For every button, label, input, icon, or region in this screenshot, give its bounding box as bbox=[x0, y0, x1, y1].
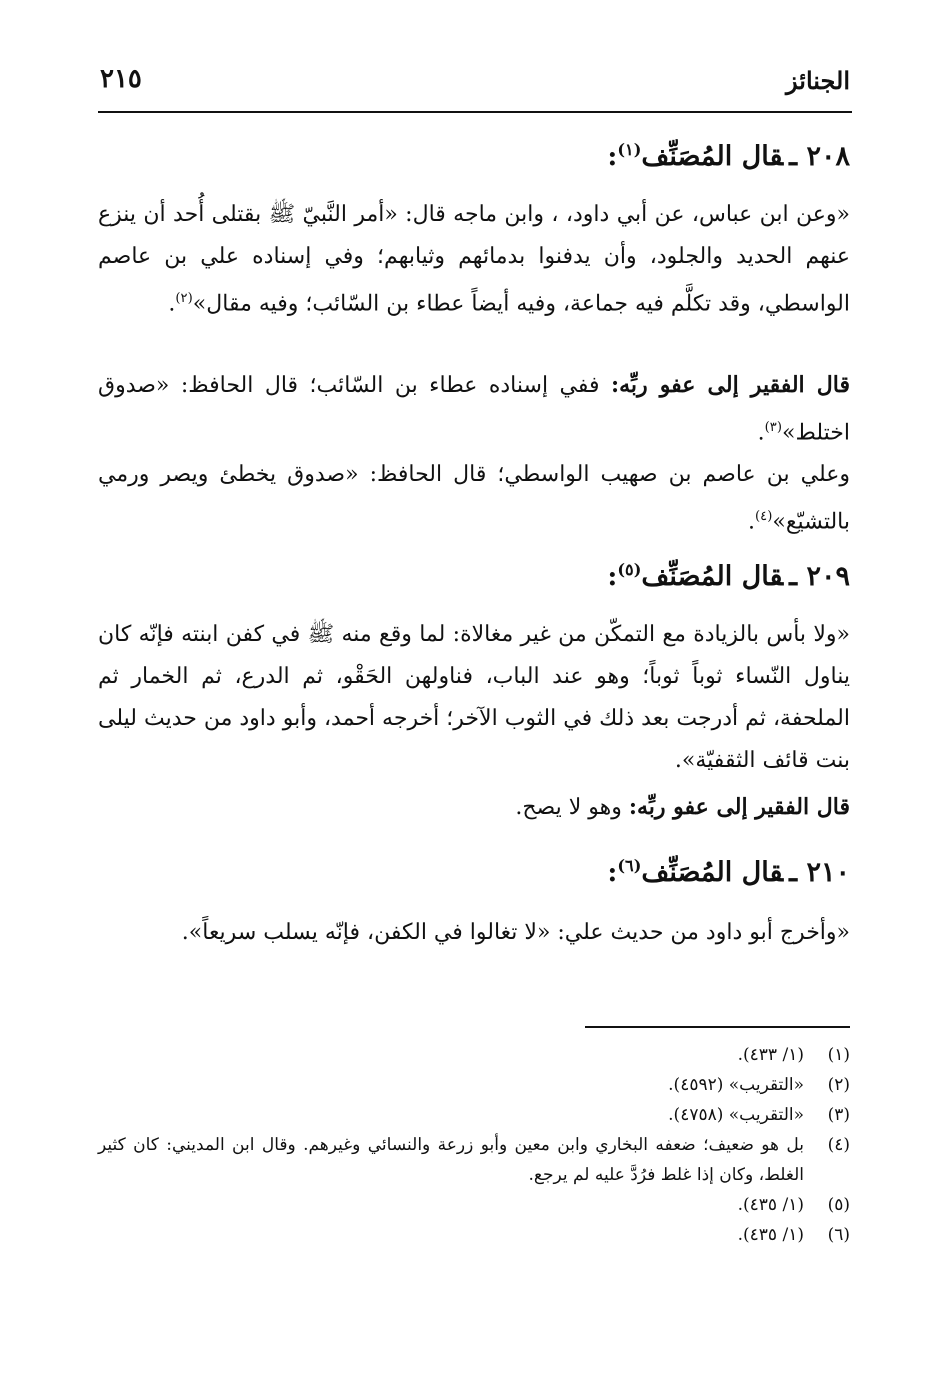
footnotes bbox=[98, 1040, 850, 1250]
section-title: قال المُصَنِّف bbox=[641, 561, 784, 592]
section-title: قال المُصَنِّف bbox=[641, 857, 784, 888]
footnote-text: بل هو ضعيف؛ ضعفه البخاري وابن معين وأبو زرعة والنسائي وغيرهم. وقال ابن المديني: كان كثير الغلط، وكان إذا غلط فرُدَّ عليه لم يرجع. bbox=[98, 1135, 805, 1185]
footnote-mark: (٦) bbox=[617, 856, 642, 875]
section-heading: ٢٠٨ ـقال المُصَنِّف$^{(١)}$: bbox=[607, 140, 850, 172]
footnote-rule bbox=[585, 1026, 850, 1028]
footnote bbox=[98, 1100, 850, 1130]
bold-lead: قال الفقير إلى عفو ربِّه: bbox=[610, 372, 850, 398]
paragraph: قال الفقير إلى عفو ربِّه: ففي إسناده عطاء بن السّائب؛ قال الحافظ: «صدوق اختلط»$^{(٣)}$. bbox=[98, 372, 850, 446]
footnote-text: «التقريب» (٤٧٥٨). bbox=[668, 1105, 804, 1125]
footnote-number: (٤) bbox=[827, 1135, 850, 1155]
footnote-text: (١/ ٤٣٣). bbox=[737, 1045, 804, 1065]
footnote bbox=[98, 1190, 850, 1220]
footnote bbox=[98, 1130, 850, 1190]
footnote bbox=[98, 1220, 850, 1250]
paragraph: «ولا بأس بالزيادة مع التمكّن من غير مغالاة: لما وقع منه ﷺ في كفن ابنته فإنّه كان يناول النّساء ثوباً ثوباً؛ وهو عند الباب، فناولهن الحَقْو، ثم الدرع، ثم الخمار ثم الملحفة، ثم أدرجت بعد ذلك في الثوب الآخر؛ أخرجه أحمد، وأبو داود من حديث ليلى بنت قائف الثقفيّة». bbox=[98, 622, 850, 773]
footnote-mark: (١) bbox=[617, 140, 642, 159]
header-rule bbox=[98, 111, 852, 113]
footnote bbox=[98, 1040, 850, 1070]
footnote-mark: (٥) bbox=[617, 560, 642, 579]
section-heading: ٢٠٩ ـقال المُصَنِّف$^{(٥)}$: bbox=[607, 560, 850, 592]
footnote-mark: (٤) bbox=[754, 509, 773, 524]
section-heading: ٢١٠ ـقال المُصَنِّف$^{(٦)}$: bbox=[607, 856, 850, 888]
running-header-chapter: الجنائز bbox=[786, 66, 850, 95]
paragraph: قال الفقير إلى عفو ربِّه: وهو لا يصح. bbox=[515, 794, 850, 820]
paragraph: وعلي بن عاصم بن صهيب الواسطي؛ قال الحافظ: «صدوق يخطئ ويصر ورمي بالتشيّع»$^{(٤)}$. bbox=[98, 462, 850, 535]
footnote-text: «التقريب» (٤٥٩٢). bbox=[668, 1075, 804, 1095]
footnote-mark: (٣) bbox=[764, 420, 783, 435]
footnote-number: (٢) bbox=[827, 1075, 850, 1095]
footnote-number: (٥) bbox=[827, 1195, 850, 1215]
section-number: ٢٠٩ ـ bbox=[789, 561, 850, 592]
section-number: ٢١٠ ـ bbox=[789, 857, 850, 888]
footnote-number: (١) bbox=[827, 1045, 850, 1065]
section-number: ٢٠٨ ـ bbox=[789, 141, 850, 172]
footnote-mark: (٢) bbox=[175, 291, 193, 306]
page-number: ٢١٥ bbox=[100, 64, 142, 94]
footnote-text: (١/ ٤٣٥). bbox=[737, 1225, 804, 1245]
bold-lead: قال الفقير إلى عفو ربِّه: bbox=[628, 794, 850, 820]
footnote-text: (١/ ٤٣٥). bbox=[737, 1195, 804, 1215]
footnote bbox=[98, 1070, 850, 1100]
paragraph: «وعن ابن عباس، عن أبي داود، ، وابن ماجه قال: «أمر النَّبيّ ﷺ بقتلى أُحد أن ينزع عنهم الحديد والجلود، وأن يدفنوا بدمائهم وثيابهم؛ وفي إسناده علي بن عاصم الواسطي، وقد تكلَّم فيه جماعة، وفيه أيضاً عطاء بن السّائب؛ وفيه مقال»$^{(٢)}$. bbox=[98, 202, 850, 317]
paragraph: «وأخرج أبو داود من حديث علي: «لا تغالوا في الكفن، فإنّه يسلب سريعاً». bbox=[181, 920, 850, 945]
section-title: قال المُصَنِّف bbox=[641, 141, 784, 172]
footnote-number: (٣) bbox=[827, 1105, 850, 1125]
footnote-number: (٦) bbox=[827, 1225, 850, 1245]
